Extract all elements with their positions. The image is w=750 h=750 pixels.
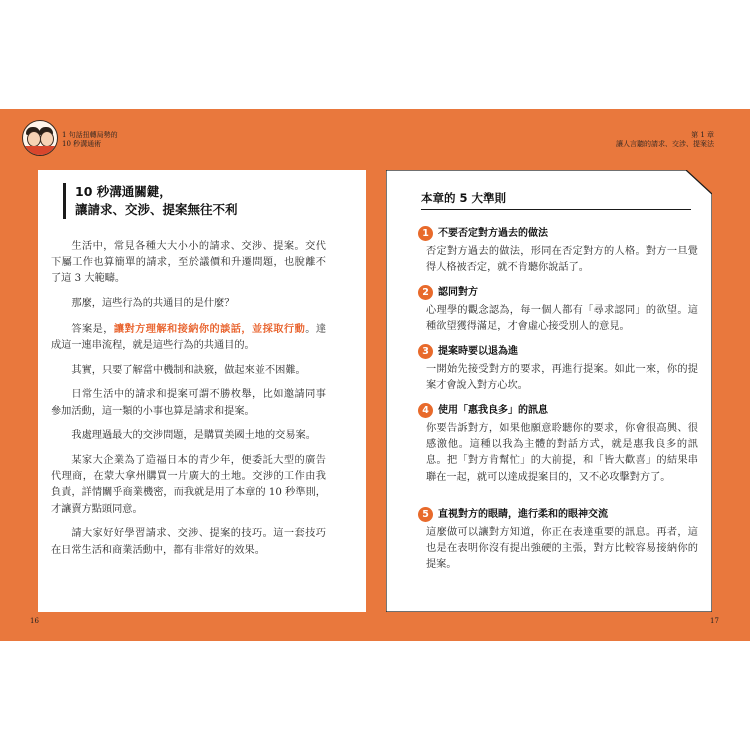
rule-body: 否定對方過去的做法，形同在否定對方的人格。對方一旦覺得人格被否定，就不肯聽你說話了。 [426, 246, 698, 274]
paragraph: 請大家好好學習請求、交涉、提案的技巧。這一套技巧在日常生活和商業活動中，都有非常好的效果。 [51, 528, 326, 556]
page-number-left: 16 [30, 617, 39, 625]
chapter-number: 第 1 章 [691, 131, 714, 139]
heading-line2: 讓請求、交涉、提案無往不利 [75, 202, 238, 217]
left-page-body [51, 239, 326, 567]
paragraph: 日常生活中的請求和提案可謂不勝枚舉，比如邀請同事參加活動，這一類的小事也算是請求和提案。 [51, 389, 326, 417]
rule-title: 使用「惠我良多」的訊息 [438, 405, 548, 416]
rule-number-badge: 2 [418, 285, 433, 300]
running-header-right [616, 131, 714, 149]
rule-number-badge: 1 [418, 226, 433, 241]
paragraph: 生活中，常見各種大大小小的請求、交涉、提案。交代下屬工作也算簡單的請求，至於議價和升遷問題，也脫離不了這 3 大範疇。 [51, 241, 326, 285]
paragraph: 那麼，這些行為的共通目的是什麼？ [71, 298, 235, 310]
paragraph: 我處理過最大的交涉問題，是購買美國土地的交易案。 [71, 430, 316, 442]
paragraph: 某家大企業為了造福日本的青少年，便委託大型的廣告代理商，在蒙大拿州購買一片廣大的土地。交涉的工作由我負責，詳情關乎商業機密，而我就是用了本章的 10 秒準則，才讓賣方點頭同意。 [51, 455, 326, 515]
rule-title: 直視對方的眼睛，進行柔和的眼神交流 [438, 509, 608, 520]
rule-body: 一開始先接受對方的要求，再進行提案。如此一來，你的提案才會說入對方心坎。 [426, 364, 698, 392]
mascot-illustration [22, 120, 58, 156]
highlighted-text: 讓對方理解和接納你的談話，並採取行動 [113, 322, 306, 335]
rules-section-title: 本章的 5 大準則 [421, 191, 507, 205]
rule-body: 這麼做可以讓對方知道，你正在表達重要的訊息。再者，這也是在表明你沒有提出強硬的主張，對方比較容易接納你的提案。 [426, 527, 698, 571]
heading-line1: 10 秒溝通關鍵， [75, 184, 172, 199]
rule-title: 提案時要以退為進 [438, 346, 518, 357]
paragraph-with-highlight [51, 321, 326, 354]
page-heading [63, 183, 238, 219]
rule-title: 不要否定對方過去的做法 [438, 228, 548, 239]
text-run: 。達成這一連串流程，就是這些行為的共通目的。 [51, 323, 327, 352]
text-run: 答案是， [71, 323, 114, 335]
page-number-right: 17 [710, 617, 719, 625]
rule-number-badge: 3 [418, 344, 433, 359]
rule-body: 你要告訴對方，如果他願意聆聽你的要求，你會很高興、很感激他。這種以我為主體的對話方式，就是惠我良多的訊息。把「對方肯幫忙」的大前提，和「皆大歡喜」的結果串聯在一起，就可以達成提案目的，又不必攻擊對方了。 [426, 423, 698, 483]
paragraph: 其實，只要了解當中機制和訣竅，做起來並不困難。 [71, 364, 306, 376]
chapter-title: 讓人言聽的請求、交涉、提案法 [616, 140, 714, 148]
rule-title: 認同對方 [438, 287, 478, 298]
book-title-line2: 10 秒溝通術 [62, 140, 102, 148]
rule-body: 心理學的觀念認為，每一個人都有「尋求認同」的欲望。這種欲望獲得滿足，才會虛心接受別人的意見。 [426, 305, 698, 333]
rule-number-badge: 4 [418, 403, 433, 418]
rule-number-badge: 5 [418, 507, 433, 522]
book-title-line1: 1 句話扭轉局勢的 [62, 131, 118, 139]
title-underline [421, 209, 691, 210]
running-header-left [22, 120, 222, 154]
